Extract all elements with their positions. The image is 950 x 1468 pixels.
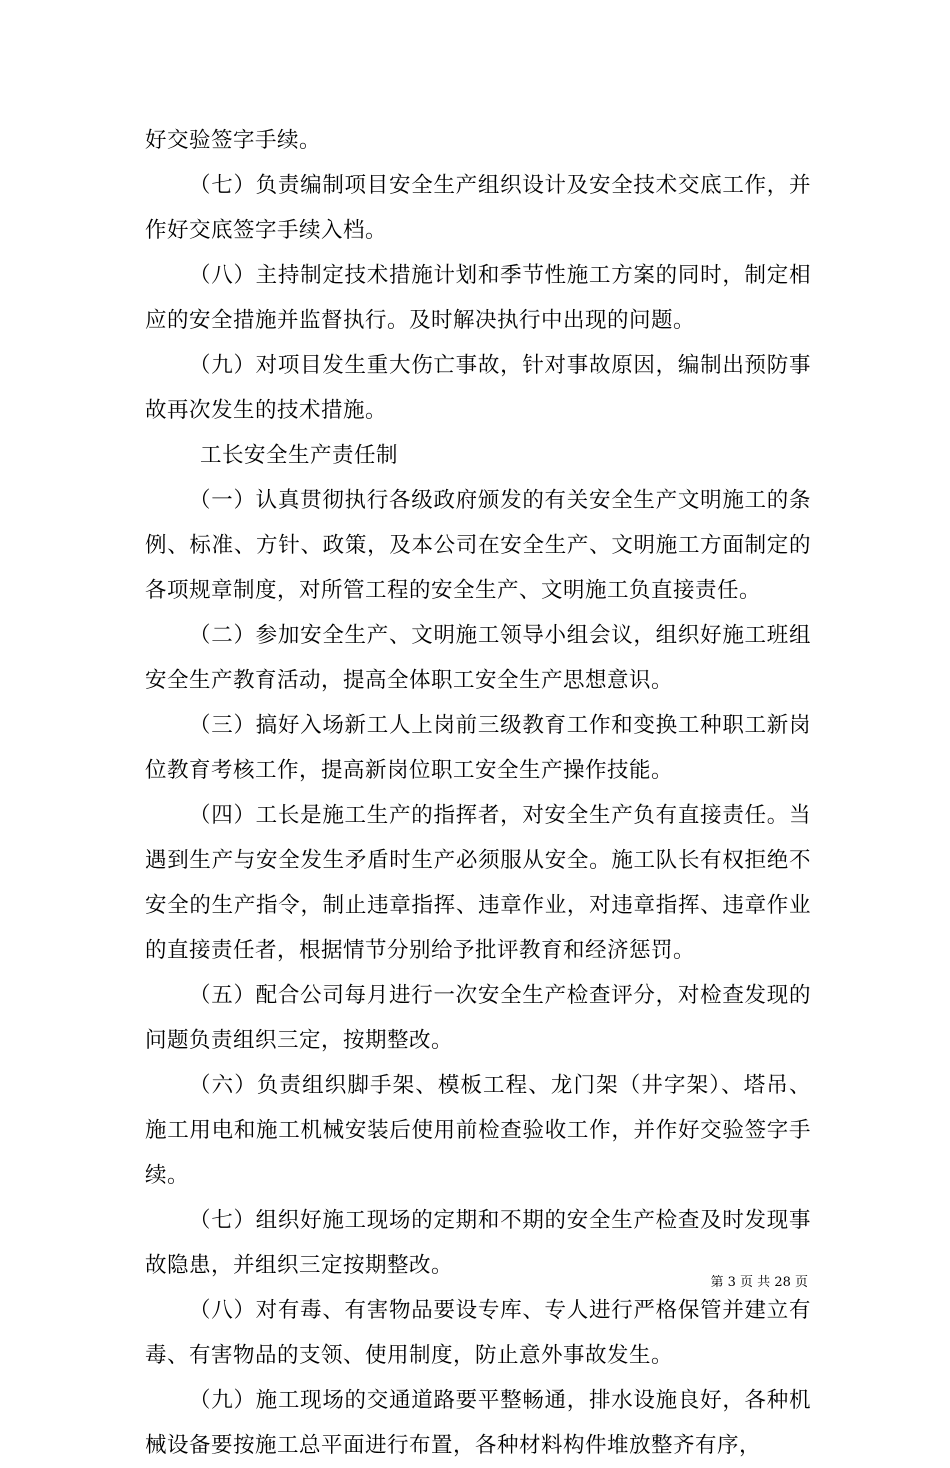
paragraph-item: （六）负责组织脚手架、模板工程、龙门架（井字架）、塔吊、施工用电和施工机械安装后使用前检查验收工作，并作好交验签字手续。 xyxy=(145,1073,811,1188)
page-number-footer: 第 3 页 共 28 页 xyxy=(710,1275,808,1290)
section-heading: 工长安全生产责任制 xyxy=(200,443,399,468)
paragraph-item: （八）对有毒、有害物品要设专库、专人进行严格保管并建立有毒、有害物品的支领、使用制度，防止意外事故发生。 xyxy=(145,1298,811,1368)
paragraph-item: （七）组织好施工现场的定期和不期的安全生产检查及时发现事故隐患，并组织三定按期整改。 xyxy=(145,1208,811,1278)
paragraph-item: （一）认真贯彻执行各级政府颁发的有关安全生产文明施工的条例、标准、方针、政策，及本公司在安全生产、文明施工方面制定的各项规章制度，对所管工程的安全生产、文明施工负直接责任。 xyxy=(145,488,811,603)
paragraph-item: （四）工长是施工生产的指挥者，对安全生产负有直接责任。当遇到生产与安全发生矛盾时生产必须服从安全。施工队长有权拒绝不安全的生产指令，制止违章指挥、违章作业，对违章指挥、违章作业的直接责任者，根据情节分别给予批评教育和经济惩罚。 xyxy=(145,803,811,963)
paragraph-item: （九）对项目发生重大伤亡事故，针对事故原因，编制出预防事故再次发生的技术措施。 xyxy=(145,353,811,423)
document-body xyxy=(145,118,811,1468)
paragraph-item: （七）负责编制项目安全生产组织设计及安全技术交底工作，并作好交底签字手续入档。 xyxy=(145,173,811,243)
paragraph-item: （二）参加安全生产、文明施工领导小组会议，组织好施工班组安全生产教育活动，提高全体职工安全生产思想意识。 xyxy=(145,623,811,693)
paragraph-continuation: 好交验签字手续。 xyxy=(145,128,322,153)
paragraph-item: （八）主持制定技术措施计划和季节性施工方案的同时，制定相应的安全措施并监督执行。及时解决执行中出现的问题。 xyxy=(145,263,811,333)
paragraph-item: （五）配合公司每月进行一次安全生产检查评分，对检查发现的问题负责组织三定，按期整改。 xyxy=(145,983,811,1053)
paragraph-item: （九）施工现场的交通道路要平整畅通，排水设施良好，各种机械设备要按施工总平面进行布置，各种材料构件堆放整齐有序， xyxy=(145,1388,811,1458)
paragraph-item: （三）搞好入场新工人上岗前三级教育工作和变换工种职工新岗位教育考核工作，提高新岗位职工安全生产操作技能。 xyxy=(145,713,811,783)
